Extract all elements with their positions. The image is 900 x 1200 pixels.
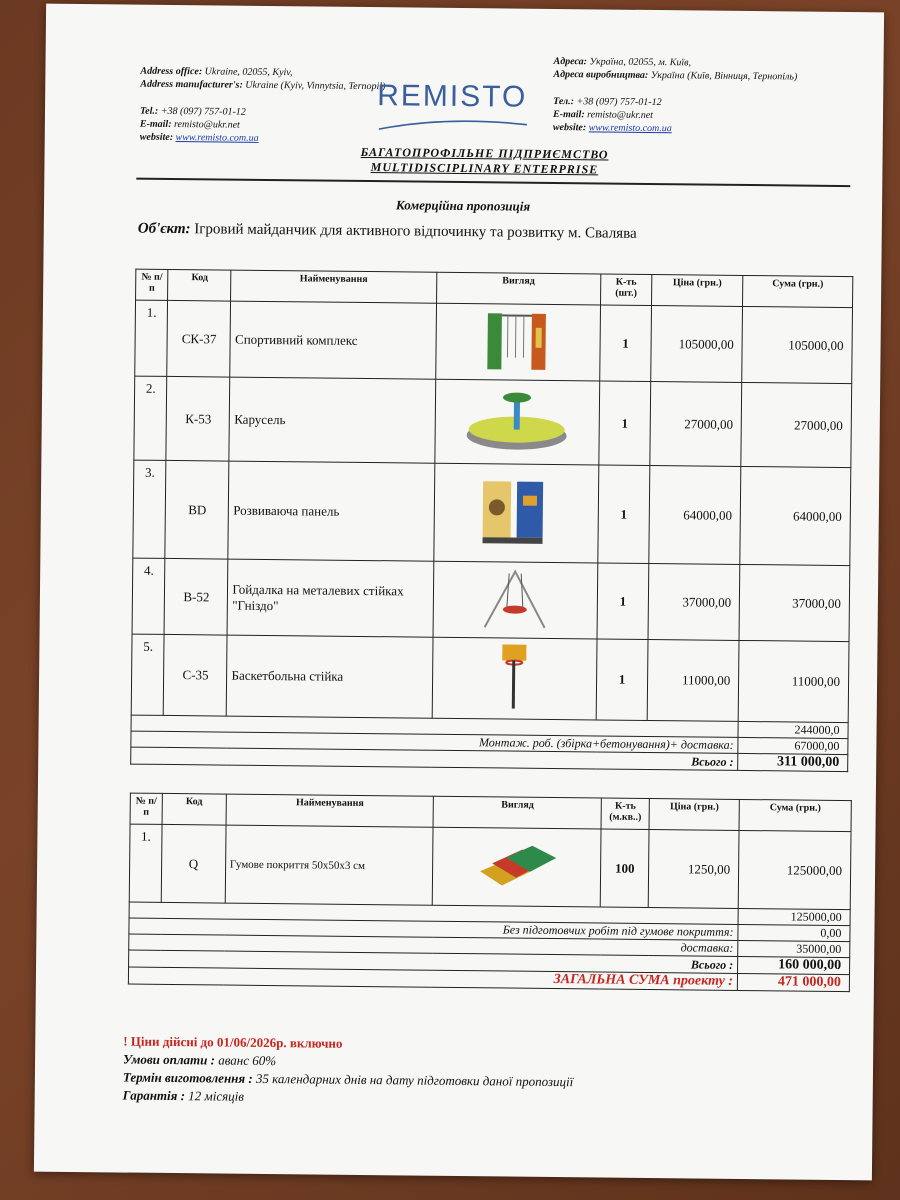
play-panel-image: [433, 463, 599, 563]
terms-notes: [123, 1033, 574, 1110]
total-label: Всього :: [131, 747, 738, 770]
row-sum: 11000,00: [738, 640, 849, 722]
row-qty: 100: [600, 829, 649, 907]
website-link-ua[interactable]: www.remisto.com.ua: [588, 122, 672, 135]
tel-label: Tel.:: [139, 105, 159, 117]
total-value: 160 000,00: [738, 956, 850, 974]
row-name: Гумове покриття 50х50х3 см: [225, 825, 433, 905]
total-value: 311 000,00: [738, 753, 848, 771]
table-row: [135, 300, 853, 384]
row-qty: 1: [596, 639, 648, 721]
col-header-qty: К-ть (шт.): [601, 274, 652, 306]
total-label: Всього :: [129, 950, 738, 973]
row-num: 3.: [133, 460, 167, 558]
row-price: 27000,00: [650, 381, 742, 466]
object-line: [138, 221, 637, 243]
address-label-ua: Адреса:: [553, 55, 588, 68]
table-row: [132, 558, 850, 642]
row-name: Гойдалка на металевих стійках "Гніздо": [227, 559, 433, 637]
email-label-ua: E-mail:: [552, 108, 585, 121]
logo-swoosh-icon: [377, 113, 537, 137]
document-title: Комерційна пропозиція: [395, 197, 531, 214]
payment-value: аванс 60%: [218, 1052, 277, 1069]
row-num: 1.: [135, 300, 168, 376]
logo-text: REMISTO: [377, 79, 528, 114]
prep-value: 0,00: [738, 924, 850, 941]
grand-total-value: 471 000,00: [737, 973, 849, 991]
col-header-name: Найменування: [231, 270, 436, 303]
row-price: 37000,00: [648, 563, 740, 640]
term-value: 35 календарних днів на дату підготовки даної пропозиції: [255, 1070, 574, 1090]
tel-label-ua: Тел.:: [553, 95, 575, 108]
payment-label: Умови оплати :: [123, 1051, 216, 1068]
install-value: 67000,00: [738, 737, 848, 754]
row-sum: 64000,00: [740, 466, 851, 565]
nest-swing-image: [433, 561, 598, 639]
company-logo: [377, 79, 538, 141]
row-qty: 1: [599, 381, 651, 466]
address-office-label: Address office:: [140, 65, 203, 78]
address-manufacturer: Ukraine (Kyiv, Vinnytsia, Ternopil): [245, 79, 386, 93]
row-name: Баскетбольна стійка: [227, 635, 433, 718]
prep-label: Без підготовчих робіт під гумове покриття:: [129, 918, 738, 940]
warranty-label: Гарантія :: [122, 1087, 186, 1104]
delivery-label: доставка:: [129, 934, 738, 956]
slogan-ua: БАГАТОПРОФІЛЬНЕ ПІДПРИЄМСТВО: [360, 144, 609, 162]
table-row: [131, 634, 849, 723]
row-qty: 1: [597, 563, 649, 640]
col-header-qty: К-ть (м.кв..): [601, 798, 649, 830]
row-sum: 27000,00: [741, 382, 852, 467]
col-header-num: № п/п: [130, 793, 162, 824]
object-label: Об'єкт:: [137, 220, 191, 238]
row-code: В-52: [165, 558, 229, 635]
table-row: [134, 376, 852, 468]
website-label-ua: website:: [552, 121, 587, 134]
row-code: СК-37: [167, 300, 231, 377]
row-code: С-35: [164, 634, 228, 716]
address-office: Ukraine, 02055, Kyiv,: [204, 66, 293, 79]
production-ua: Україна (Київ, Вінниця, Тернопіль): [650, 69, 798, 83]
subtotal-value: 125000,00: [738, 908, 850, 925]
tel-value-ua: +38 (097) 757-01-12: [576, 96, 662, 109]
col-header-num: № п/п: [136, 269, 169, 300]
equipment-table: [130, 269, 853, 772]
email-value: remisto@ukr.net: [173, 118, 240, 131]
table-row: [133, 460, 851, 566]
warranty-value: 12 місяців: [188, 1088, 245, 1104]
table-row: [129, 824, 851, 910]
col-header-price: Ціна (грн.): [649, 799, 739, 831]
row-num: 5.: [131, 634, 164, 715]
grand-total-label: ЗАГАЛЬНА СУМА проекту :: [128, 967, 737, 990]
header-divider: [136, 178, 850, 187]
carousel-image: [434, 379, 599, 465]
object-value: Ігровий майданчик для активного відпочинку та розвитку м. Свалява: [194, 221, 637, 242]
row-sum: 37000,00: [739, 564, 850, 641]
row-name: Карусель: [229, 377, 435, 463]
rubber-tiles-image: [433, 827, 602, 907]
row-code: К-53: [166, 376, 230, 461]
term-label: Термін виготовлення :: [122, 1069, 253, 1086]
col-header-price: Ціна (грн.): [651, 275, 743, 307]
subtotal-value: 244000,0: [738, 721, 848, 738]
col-header-view: Вигляд: [433, 796, 601, 829]
row-code: Q: [161, 824, 226, 903]
row-qty: 1: [600, 305, 652, 382]
document-page: [34, 4, 884, 1181]
row-price: 11000,00: [647, 639, 739, 721]
validity-note: ! Ціни дійсні до 01/06/2026р. включно: [123, 1033, 343, 1051]
website-label: website:: [139, 131, 174, 143]
website-link[interactable]: www.remisto.com.ua: [175, 132, 259, 144]
email-label: E-mail:: [139, 118, 172, 130]
slogan-en: MULTIDISCIPLINARY ENTERPRISE: [370, 160, 599, 177]
install-label: Монтаж. роб. (збірка+бетонування)+ доставка:: [131, 731, 738, 753]
row-qty: 1: [598, 465, 650, 564]
tel-value: +38 (097) 757-01-12: [160, 105, 246, 118]
company-slogan: [344, 145, 624, 178]
email-value-ua: remisto@ukr.net: [587, 109, 654, 122]
col-header-sum: Сума (грн.): [743, 275, 853, 307]
col-header-view: Вигляд: [436, 272, 601, 305]
row-num: 2.: [134, 376, 167, 460]
col-header-sum: Сума (грн.): [739, 799, 851, 831]
production-label-ua: Адреса виробництва:: [553, 68, 649, 81]
col-header-name: Найменування: [226, 794, 434, 827]
sport-complex-image: [435, 303, 600, 381]
coating-table: [128, 793, 852, 993]
delivery-value: 35000,00: [738, 940, 850, 957]
row-name: Розвиваюча панель: [228, 461, 434, 561]
row-price: 1250,00: [648, 830, 739, 909]
address-manufacturer-label: Address manufacturer's:: [140, 78, 243, 91]
row-price: 64000,00: [649, 465, 741, 564]
basketball-stand-image: [432, 637, 597, 720]
row-sum: 105000,00: [742, 306, 853, 383]
address-ua: Україна, 02055, м. Київ,: [589, 56, 692, 69]
header-left-contacts: [140, 65, 386, 147]
col-header-code: Код: [162, 793, 226, 825]
col-header-code: Код: [168, 269, 231, 301]
row-num: 4.: [132, 558, 165, 634]
row-name: Спортивний комплекс: [230, 301, 436, 379]
row-code: BD: [165, 460, 229, 559]
row-sum: 125000,00: [738, 830, 851, 909]
row-num: 1.: [129, 824, 162, 902]
row-price: 105000,00: [651, 305, 743, 382]
header-right-contacts: [553, 55, 798, 137]
